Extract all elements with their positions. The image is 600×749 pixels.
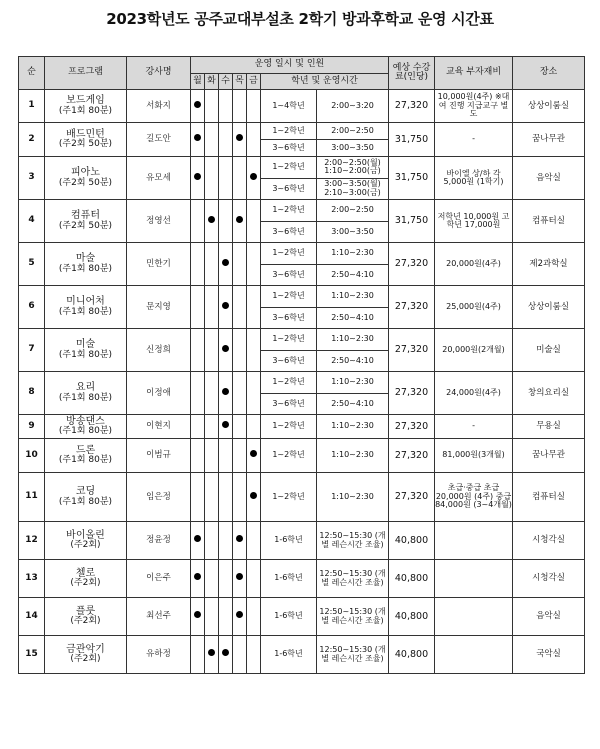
run-time: 1:10~2:30 [317, 473, 389, 522]
header-place: 장소 [513, 57, 585, 90]
material-fee: 20,000원(2개월) [435, 329, 513, 372]
grade-range: 3~6학년 [261, 393, 317, 415]
day-cell [191, 372, 205, 415]
material-fee: 24,000원(4주) [435, 372, 513, 415]
program-frequency: (주1회 80분) [58, 496, 113, 507]
run-time: 3:00~3:50 [317, 221, 389, 243]
grade-range: 1-6학년 [261, 636, 317, 674]
day-cell [247, 560, 261, 598]
material-fee: 20,000원(4주) [435, 243, 513, 286]
row-number: 3 [19, 157, 45, 200]
day-cell [191, 560, 205, 598]
location: 꿈나무관 [513, 123, 585, 157]
program-name [45, 123, 127, 157]
material-fee: 25,000원(4주) [435, 286, 513, 329]
day-cell [233, 243, 247, 286]
day-cell [233, 329, 247, 372]
program-title: 바이올린 [66, 529, 105, 541]
program-frequency: (주1회 80분) [58, 426, 113, 437]
expected-cost: 27,320 [389, 90, 435, 123]
expected-cost: 27,320 [389, 439, 435, 473]
table-row [19, 560, 585, 598]
program-title: 요리 [75, 382, 96, 394]
expected-cost: 40,800 [389, 560, 435, 598]
row-number: 10 [19, 439, 45, 473]
scheduled-day-marker [208, 649, 215, 656]
expected-cost: 27,320 [389, 243, 435, 286]
day-cell [233, 372, 247, 415]
day-cell [219, 598, 233, 636]
location: 시청각실 [513, 560, 585, 598]
row-number: 7 [19, 329, 45, 372]
teacher-name: 정영선 [127, 200, 191, 243]
expected-cost: 40,800 [389, 598, 435, 636]
program-frequency: (주2회) [70, 616, 101, 627]
program-frequency: (주2회) [70, 578, 101, 589]
program-title: 컴퓨터 [71, 210, 100, 222]
day-cell [247, 473, 261, 522]
material-fee [435, 522, 513, 560]
header-schedule: 운영 일시 및 인원 [191, 57, 389, 74]
row-number: 1 [19, 90, 45, 123]
material-fee: 저학년 10,000원 고학년 17,000원 [435, 200, 513, 243]
day-cell [247, 200, 261, 243]
program-name [45, 598, 127, 636]
table-row [19, 286, 585, 308]
day-cell [233, 286, 247, 329]
program-name [45, 439, 127, 473]
material-fee: - [435, 415, 513, 439]
program-title: 플룻 [75, 605, 96, 617]
day-cell [233, 123, 247, 157]
table-row [19, 200, 585, 222]
run-time: 2:50~4:10 [317, 264, 389, 286]
grade-range: 1-6학년 [261, 522, 317, 560]
program-frequency: (주2회 50분) [58, 139, 113, 150]
run-time: 3:00~3:50 [317, 140, 389, 157]
row-number: 14 [19, 598, 45, 636]
day-cell [247, 415, 261, 439]
program-title: 코딩 [75, 486, 96, 498]
grade-range: 3~6학년 [261, 178, 317, 200]
schedule-table [18, 56, 585, 674]
teacher-name: 최선주 [127, 598, 191, 636]
program-frequency: (주1회 80분) [58, 455, 113, 466]
scheduled-day-marker [194, 101, 201, 108]
scheduled-day-marker [194, 611, 201, 618]
scheduled-day-marker [236, 134, 243, 141]
day-cell [205, 200, 219, 243]
expected-cost: 40,800 [389, 522, 435, 560]
teacher-name: 유하정 [127, 636, 191, 674]
day-cell [191, 439, 205, 473]
day-cell [205, 243, 219, 286]
expected-cost: 27,320 [389, 473, 435, 522]
table-row [19, 123, 585, 140]
teacher-name: 문지영 [127, 286, 191, 329]
run-time: 1:10~2:30 [317, 439, 389, 473]
program-title: 마술 [75, 253, 96, 265]
scheduled-day-marker [194, 573, 201, 580]
program-name [45, 415, 127, 439]
header-program: 프로그램 [45, 57, 127, 90]
table-row [19, 636, 585, 674]
location: 상상이룸실 [513, 90, 585, 123]
day-cell [247, 123, 261, 157]
row-number: 11 [19, 473, 45, 522]
expected-cost: 27,320 [389, 286, 435, 329]
day-cell [219, 123, 233, 157]
program-frequency: (주1회 80분) [58, 349, 113, 360]
day-cell [247, 90, 261, 123]
grade-range: 1~2학년 [261, 286, 317, 308]
day-cell [219, 372, 233, 415]
grade-range: 1~4학년 [261, 90, 317, 123]
day-cell [219, 286, 233, 329]
program-title: 방송댄스 [66, 415, 105, 427]
location: 국악실 [513, 636, 585, 674]
day-cell [205, 560, 219, 598]
expected-cost: 31,750 [389, 123, 435, 157]
header-teacher: 강사명 [127, 57, 191, 90]
location: 꿈나무관 [513, 439, 585, 473]
material-fee [435, 598, 513, 636]
day-cell [233, 636, 247, 674]
program-name [45, 286, 127, 329]
row-number: 8 [19, 372, 45, 415]
teacher-name: 신정희 [127, 329, 191, 372]
location: 음악실 [513, 157, 585, 200]
day-cell [219, 636, 233, 674]
grade-range: 1~2학년 [261, 415, 317, 439]
header-cost: 예상 수강료(인당) [389, 57, 435, 90]
grade-range: 3~6학년 [261, 307, 317, 329]
scheduled-day-marker [222, 259, 229, 266]
grade-range: 1~2학년 [261, 157, 317, 179]
grade-range: 3~6학년 [261, 140, 317, 157]
day-cell [219, 90, 233, 123]
program-title: 배드민턴 [66, 128, 105, 140]
program-title: 첼로 [75, 567, 96, 579]
grade-range: 1~2학년 [261, 123, 317, 140]
program-frequency: (주1회 80분) [58, 392, 113, 403]
day-cell [205, 415, 219, 439]
program-frequency: (주1회 80분) [58, 105, 113, 116]
scheduled-day-marker [250, 492, 257, 499]
header-day-fri: 금 [247, 74, 261, 90]
day-cell [191, 636, 205, 674]
header-day-wed: 수 [219, 74, 233, 90]
run-time: 12:50~15:30 (개별 레슨시간 조율) [317, 636, 389, 674]
day-cell [191, 415, 205, 439]
location: 미술실 [513, 329, 585, 372]
run-time: 2:00~2:50 [317, 123, 389, 140]
program-frequency: (주1회 80분) [58, 263, 113, 274]
run-time: 2:00~2:50 [317, 200, 389, 222]
day-cell [205, 598, 219, 636]
table-row [19, 372, 585, 394]
grade-range: 1~2학년 [261, 243, 317, 265]
run-time: 1:10~2:30 [317, 415, 389, 439]
material-fee [435, 560, 513, 598]
teacher-name: 민한기 [127, 243, 191, 286]
expected-cost: 27,320 [389, 415, 435, 439]
day-cell [219, 157, 233, 200]
day-cell [205, 522, 219, 560]
expected-cost: 27,320 [389, 329, 435, 372]
day-cell [219, 200, 233, 243]
teacher-name: 임은정 [127, 473, 191, 522]
scheduled-day-marker [236, 573, 243, 580]
run-time: 1:10~2:30 [317, 329, 389, 351]
row-number: 6 [19, 286, 45, 329]
scheduled-day-marker [250, 173, 257, 180]
program-frequency: (주2회 50분) [58, 177, 113, 188]
header-grade-time: 학년 및 운영시간 [261, 74, 389, 90]
day-cell [191, 243, 205, 286]
day-cell [247, 636, 261, 674]
day-cell [205, 329, 219, 372]
run-time: 12:50~15:30 (개별 레슨시간 조율) [317, 598, 389, 636]
day-cell [233, 90, 247, 123]
day-cell [205, 372, 219, 415]
scheduled-day-marker [194, 134, 201, 141]
run-time: 3:00~3:50(월) 2:10~3:00(금) [317, 178, 389, 200]
location: 컴퓨터실 [513, 473, 585, 522]
header-day-tue: 화 [205, 74, 219, 90]
run-time: 12:50~15:30 (개별 레슨시간 조율) [317, 522, 389, 560]
teacher-name: 이정애 [127, 372, 191, 415]
day-cell [219, 329, 233, 372]
scheduled-day-marker [236, 611, 243, 618]
row-number: 5 [19, 243, 45, 286]
run-time: 2:50~4:10 [317, 350, 389, 372]
program-title: 금관악기 [66, 643, 105, 655]
day-cell [219, 473, 233, 522]
row-number: 13 [19, 560, 45, 598]
grade-range: 1~2학년 [261, 372, 317, 394]
table-row [19, 473, 585, 522]
expected-cost: 31,750 [389, 200, 435, 243]
day-cell [247, 522, 261, 560]
day-cell [233, 522, 247, 560]
program-title: 보드게임 [66, 95, 105, 107]
teacher-name: 유모세 [127, 157, 191, 200]
program-title: 미니어처 [66, 296, 105, 308]
program-name [45, 522, 127, 560]
location: 시청각실 [513, 522, 585, 560]
program-name [45, 372, 127, 415]
day-cell [219, 415, 233, 439]
day-cell [219, 439, 233, 473]
day-cell [233, 439, 247, 473]
day-cell [219, 560, 233, 598]
day-cell [191, 598, 205, 636]
header-day-thu: 목 [233, 74, 247, 90]
header-day-mon: 월 [191, 74, 205, 90]
day-cell [247, 598, 261, 636]
program-frequency: (주2회) [70, 540, 101, 551]
day-cell [191, 123, 205, 157]
day-cell [191, 200, 205, 243]
run-time: 2:00~3:20 [317, 90, 389, 123]
teacher-name: 이범규 [127, 439, 191, 473]
day-cell [191, 522, 205, 560]
day-cell [205, 473, 219, 522]
location: 컴퓨터실 [513, 200, 585, 243]
table-row [19, 157, 585, 179]
run-time: 1:10~2:30 [317, 286, 389, 308]
teacher-name: 이현지 [127, 415, 191, 439]
day-cell [191, 329, 205, 372]
scheduled-day-marker [194, 173, 201, 180]
program-title: 피아노 [71, 167, 100, 179]
scheduled-day-marker [194, 535, 201, 542]
program-title: 미술 [75, 339, 96, 351]
location: 음악실 [513, 598, 585, 636]
row-number: 15 [19, 636, 45, 674]
material-fee: 10,000원(4주) ※대여 진행 지급교구 별도 [435, 90, 513, 123]
grade-range: 1-6학년 [261, 598, 317, 636]
scheduled-day-marker [236, 535, 243, 542]
day-cell [205, 636, 219, 674]
material-fee: - [435, 123, 513, 157]
expected-cost: 31,750 [389, 157, 435, 200]
day-cell [247, 372, 261, 415]
location: 제2과학실 [513, 243, 585, 286]
program-name [45, 560, 127, 598]
teacher-name: 이은주 [127, 560, 191, 598]
scheduled-day-marker [236, 216, 243, 223]
location: 창의요리실 [513, 372, 585, 415]
day-cell [191, 286, 205, 329]
program-name [45, 329, 127, 372]
run-time: 2:50~4:10 [317, 307, 389, 329]
material-fee: 초급·중급 초급20,000원 (4주) 중급84,000원 (3~4개월) [435, 473, 513, 522]
grade-range: 3~6학년 [261, 264, 317, 286]
program-title: 드론 [75, 444, 96, 456]
run-time: 2:00~2:50(월) 1:10~2:00(금) [317, 157, 389, 179]
teacher-name: 길도안 [127, 123, 191, 157]
day-cell [233, 157, 247, 200]
table-row [19, 90, 585, 123]
program-name [45, 157, 127, 200]
scheduled-day-marker [222, 388, 229, 395]
table-row [19, 415, 585, 439]
expected-cost: 40,800 [389, 636, 435, 674]
page-title: 2023학년도 공주교대부설초 2학기 방과후학교 운영 시간표 [106, 10, 494, 28]
row-number: 4 [19, 200, 45, 243]
location: 상상이룸실 [513, 286, 585, 329]
program-name [45, 636, 127, 674]
scheduled-day-marker [250, 450, 257, 457]
day-cell [247, 329, 261, 372]
grade-range: 3~6학년 [261, 221, 317, 243]
grade-range: 1~2학년 [261, 200, 317, 222]
grade-range: 3~6학년 [261, 350, 317, 372]
day-cell [247, 157, 261, 200]
scheduled-day-marker [222, 421, 229, 428]
grade-range: 1~2학년 [261, 473, 317, 522]
table-row [19, 243, 585, 265]
program-name [45, 473, 127, 522]
run-time: 1:10~2:30 [317, 372, 389, 394]
teacher-name: 서화지 [127, 90, 191, 123]
grade-range: 1~2학년 [261, 439, 317, 473]
scheduled-day-marker [208, 216, 215, 223]
program-frequency: (주1회 80분) [58, 306, 113, 317]
row-number: 9 [19, 415, 45, 439]
day-cell [219, 522, 233, 560]
expected-cost: 27,320 [389, 372, 435, 415]
day-cell [247, 439, 261, 473]
row-number: 12 [19, 522, 45, 560]
day-cell [205, 439, 219, 473]
day-cell [233, 473, 247, 522]
table-row [19, 439, 585, 473]
day-cell [191, 473, 205, 522]
day-cell [247, 243, 261, 286]
run-time: 1:10~2:30 [317, 243, 389, 265]
day-cell [191, 157, 205, 200]
day-cell [205, 157, 219, 200]
header-fee: 교육 부자재비 [435, 57, 513, 90]
day-cell [233, 415, 247, 439]
day-cell [233, 598, 247, 636]
program-frequency: (주2회 50분) [58, 220, 113, 231]
scheduled-day-marker [222, 345, 229, 352]
program-name [45, 200, 127, 243]
day-cell [191, 90, 205, 123]
table-row [19, 329, 585, 351]
material-fee [435, 636, 513, 674]
scheduled-day-marker [222, 302, 229, 309]
scheduled-day-marker [222, 649, 229, 656]
run-time: 2:50~4:10 [317, 393, 389, 415]
location: 무용실 [513, 415, 585, 439]
run-time: 12:50~15:30 (개별 레슨시간 조율) [317, 560, 389, 598]
day-cell [205, 286, 219, 329]
table-row [19, 598, 585, 636]
program-name [45, 243, 127, 286]
material-fee: 바이엘 상/하 각 5,000원 (1학기) [435, 157, 513, 200]
program-frequency: (주2회) [70, 654, 101, 665]
material-fee: 81,000원(3개월) [435, 439, 513, 473]
teacher-name: 정윤정 [127, 522, 191, 560]
header-no: 순 [19, 57, 45, 90]
grade-range: 1~2학년 [261, 329, 317, 351]
row-number: 2 [19, 123, 45, 157]
program-name [45, 90, 127, 123]
day-cell [247, 286, 261, 329]
grade-range: 1-6학년 [261, 560, 317, 598]
day-cell [205, 123, 219, 157]
table-row [19, 522, 585, 560]
day-cell [205, 90, 219, 123]
day-cell [233, 200, 247, 243]
day-cell [219, 243, 233, 286]
day-cell [233, 560, 247, 598]
